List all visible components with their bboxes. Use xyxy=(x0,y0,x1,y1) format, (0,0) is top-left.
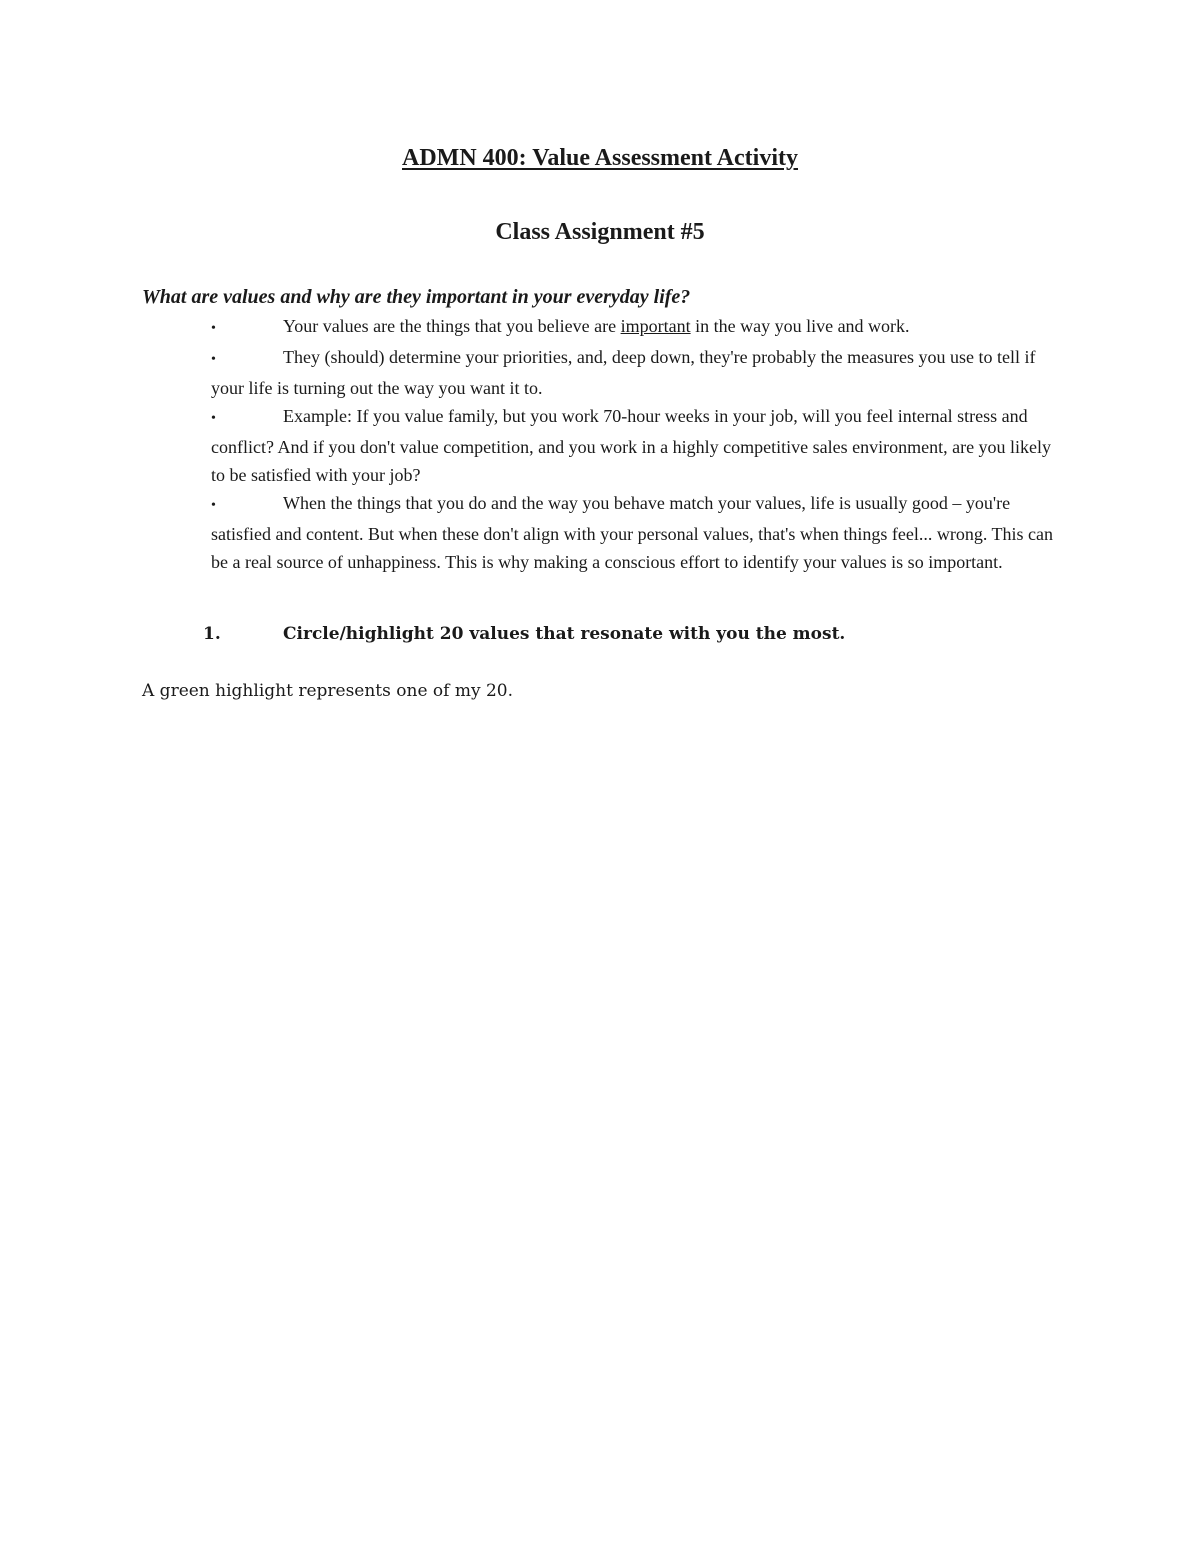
bullet-text-after: in the way you live and work. xyxy=(690,316,910,336)
bullet-item xyxy=(211,312,1061,343)
bullet-dot-icon: • xyxy=(211,498,216,513)
bullet-dot-icon: • xyxy=(211,352,216,367)
bullet-dot-icon: • xyxy=(211,411,216,426)
bullet-item xyxy=(211,489,1061,576)
bullet-item xyxy=(211,343,1061,402)
section-question: What are values and why are they important in your everyday life? xyxy=(142,286,691,308)
bullet-text: Example: If you value family, but you work 70-hour weeks in your job, will you feel internal stress and conflict? And if you don't value competition, and you work in a highly competitive sales environment, are you likely to be satisfied with your job? xyxy=(211,406,1052,485)
bullet-text: They (should) determine your priorities, and, deep down, they're probably the measures you use to tell if your life is turning out the way you want it to. xyxy=(211,347,1036,398)
bullet-text-underlined: important xyxy=(620,316,691,336)
document-title: ADMN 400: Value Assessment Activity xyxy=(402,145,798,171)
document-subtitle: Class Assignment #5 xyxy=(495,219,705,245)
highlight-note: A green highlight represents one of my 20. xyxy=(142,681,514,701)
instruction-number: 1. xyxy=(203,624,221,644)
bullet-list xyxy=(211,312,1061,576)
bullet-text: When the things that you do and the way you behave match your values, life is usually good – you're satisfied and content. But when these don't align with your personal values, that's when things feel... wrong. This can be a real source of unhappiness. This is why making a conscious effort to identify your values is so important. xyxy=(211,493,1053,572)
bullet-text-before: Your values are the things that you believe are xyxy=(283,316,621,336)
instruction-text: Circle/highlight 20 values that resonate with you the most. xyxy=(283,624,846,644)
bullet-item xyxy=(211,402,1061,489)
numbered-instruction xyxy=(203,620,1063,648)
bullet-dot-icon: • xyxy=(211,321,216,336)
